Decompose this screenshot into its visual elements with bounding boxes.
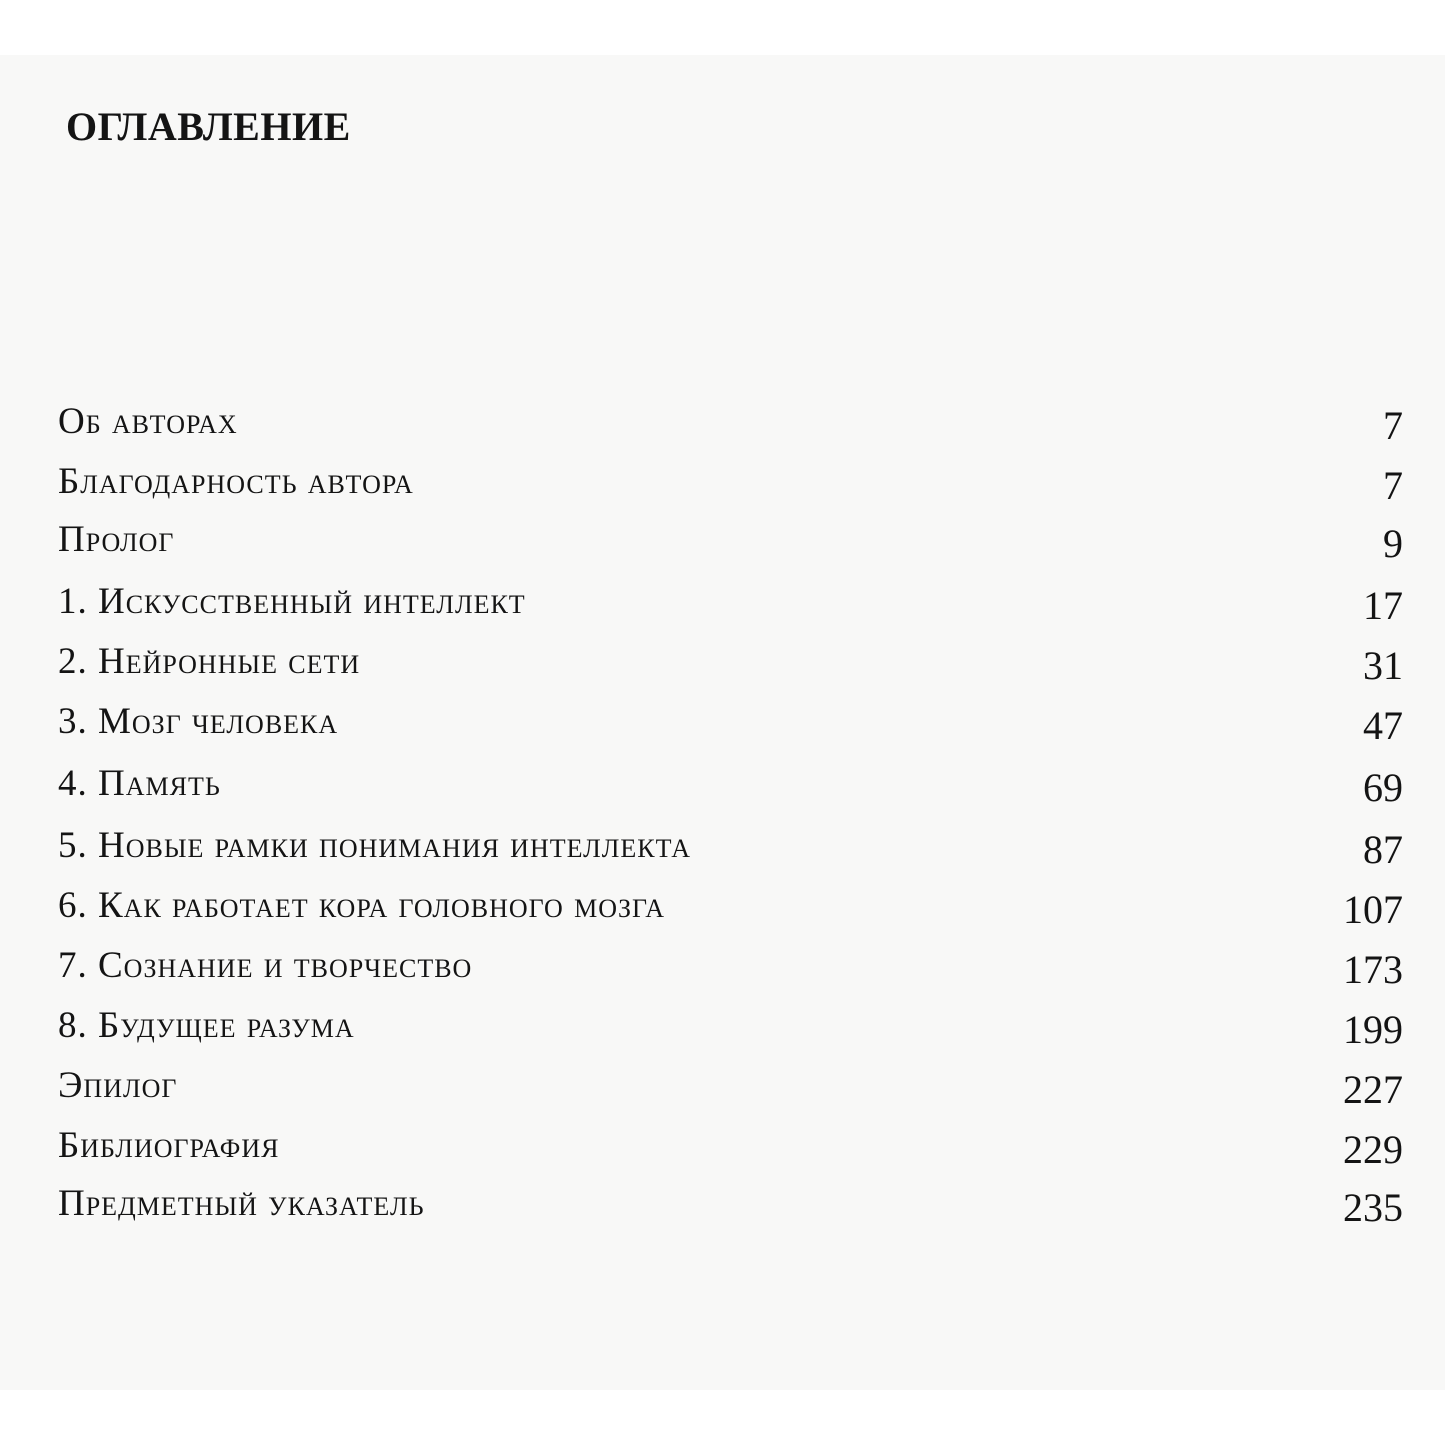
toc-entry — [58, 565, 1403, 628]
toc-entry-page: 199 — [1343, 1007, 1403, 1052]
toc-entry-title: Пролог — [58, 519, 175, 560]
toc-entry-title: Библиография — [58, 1125, 280, 1166]
toc-entry-page: 9 — [1383, 521, 1403, 566]
toc-entry-title: 8. Будущее разума — [58, 1005, 355, 1046]
toc-entry — [58, 625, 1403, 688]
toc-entry — [58, 445, 1403, 508]
toc-entry-page: 229 — [1343, 1127, 1403, 1172]
toc-entry — [58, 685, 1403, 748]
toc-entry — [58, 929, 1403, 992]
toc-entry-page: 7 — [1383, 463, 1403, 508]
toc-entry — [58, 809, 1403, 872]
page-title: ОГЛАВЛЕНИЕ — [66, 104, 351, 149]
toc-entry-title: Предметный указатель — [58, 1183, 425, 1224]
toc-entry-title: 5. Новые рамки понимания интеллекта — [58, 825, 692, 866]
toc-entry-page: 31 — [1363, 643, 1403, 688]
toc-entry-title: 4. Память — [58, 763, 221, 804]
toc-entry-title: 6. Как работает кора головного мозга — [58, 885, 665, 926]
toc-entry-page: 47 — [1363, 703, 1403, 748]
toc-entry — [58, 385, 1403, 448]
toc-entry — [58, 989, 1403, 1052]
toc-entry — [58, 503, 1403, 566]
toc-entry — [58, 1049, 1403, 1112]
toc-entry-page: 69 — [1363, 765, 1403, 810]
toc-entry-page: 107 — [1343, 887, 1403, 932]
toc-entry-title: 2. Нейронные сети — [58, 641, 361, 682]
toc-entry-title: Благодарность автора — [58, 461, 414, 502]
toc-entry-title: Эпилог — [58, 1065, 178, 1106]
toc-entry-page: 173 — [1343, 947, 1403, 992]
toc-entry-title: 7. Сознание и творчество — [58, 945, 473, 986]
toc-entry-page: 87 — [1363, 827, 1403, 872]
toc-entry — [58, 869, 1403, 932]
toc-entry-title: 1. Искусственный интеллект — [58, 581, 526, 622]
toc-entry-title: Об авторах — [58, 401, 238, 442]
toc-entry-title: 3. Мозг человека — [58, 701, 339, 742]
toc-entry-page: 235 — [1343, 1185, 1403, 1230]
toc-entry-page: 7 — [1383, 403, 1403, 448]
toc-entry — [58, 1109, 1403, 1172]
toc-entry-page: 227 — [1343, 1067, 1403, 1112]
toc-entry-page: 17 — [1363, 583, 1403, 628]
toc-entry — [58, 1167, 1403, 1230]
book-page — [0, 55, 1445, 1390]
toc-entry — [58, 747, 1403, 810]
